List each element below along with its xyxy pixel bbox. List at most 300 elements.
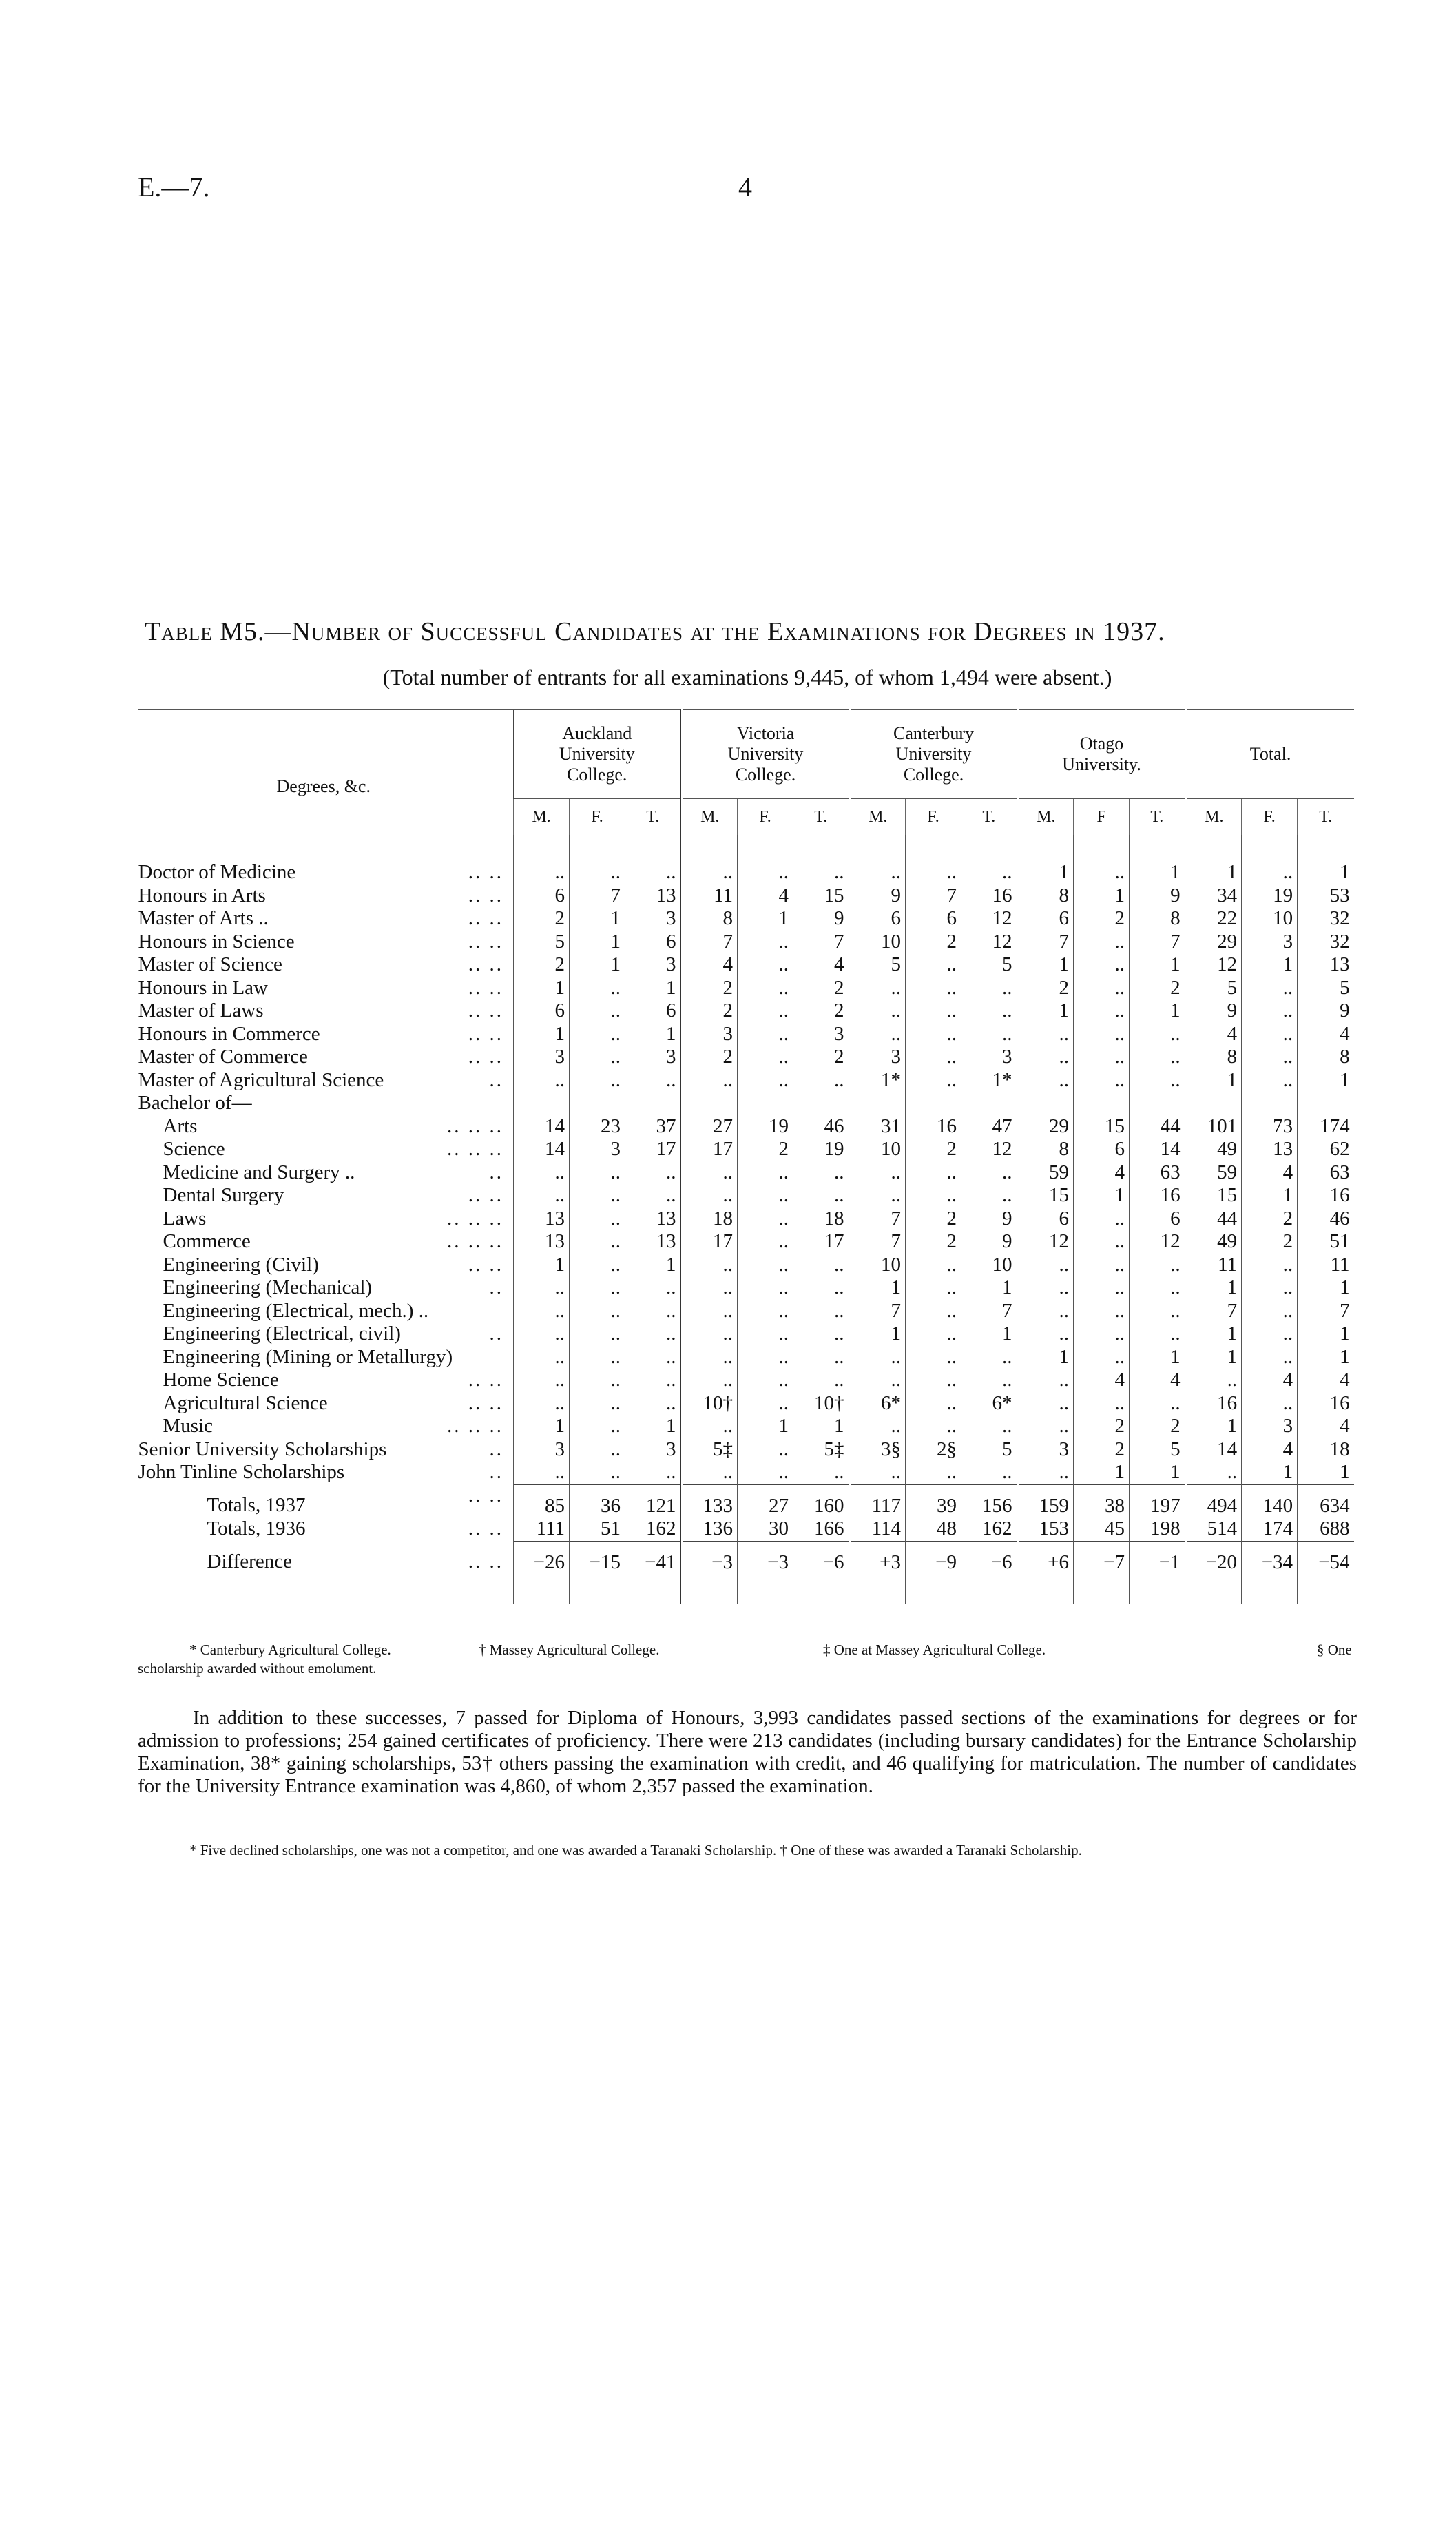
table-cell: .. [1242, 999, 1298, 1023]
table-cell: .. [1074, 1046, 1130, 1069]
table-row [138, 1115, 1354, 1139]
table-cell: .. [514, 1346, 570, 1369]
table-cell: 1* [961, 1069, 1018, 1092]
table-cell: 3 [514, 1438, 570, 1462]
table-cell: 1 [514, 1023, 570, 1046]
row-label [138, 907, 514, 931]
table-cell: 10† [793, 1392, 850, 1416]
footnote-section: § One [1317, 1641, 1352, 1658]
table-cell: 4 [1242, 1161, 1298, 1185]
table-cell: .. [570, 1046, 625, 1069]
table-cell: 23 [570, 1115, 625, 1139]
table-row [138, 1207, 1354, 1231]
table-cell: 5 [850, 953, 906, 977]
table-row [138, 1461, 1354, 1484]
table-cell: 14 [1186, 1438, 1242, 1462]
leader-dots: .. .. [468, 999, 503, 1022]
table-cell: .. [738, 1207, 793, 1231]
spacer-cell [1018, 1583, 1074, 1604]
table-cell: 3 [850, 1046, 906, 1069]
table-cell: 159 [1018, 1484, 1074, 1517]
table-cell: 1 [961, 1323, 1018, 1346]
table-row [138, 931, 1354, 954]
row-label-text: Engineering (Electrical, mech.) .. [163, 1299, 429, 1322]
table-cell: .. [961, 1415, 1018, 1438]
spacer-cell [1186, 835, 1242, 861]
table-cell: 9 [961, 1230, 1018, 1254]
table-cell: 3 [682, 1023, 738, 1046]
table-cell: 47 [961, 1115, 1018, 1139]
table-row [138, 1161, 1354, 1185]
table-cell: .. [625, 1161, 682, 1185]
table-cell: .. [906, 1254, 961, 1277]
table-cell: .. [625, 1276, 682, 1300]
row-label-text: Medicine and Surgery .. [163, 1161, 355, 1183]
table-cell [906, 1092, 961, 1115]
table-cell: 2 [793, 999, 850, 1023]
table-cell: 1 [625, 1415, 682, 1438]
table-cell: .. [738, 1276, 793, 1300]
table-cell: .. [906, 953, 961, 977]
row-label-text: Honours in Science [138, 930, 295, 953]
table-cell: .. [1074, 1392, 1130, 1416]
table-cell: 1 [1298, 1346, 1354, 1369]
leader-dots: .. .. [468, 907, 503, 929]
row-label-text: Master of Agricultural Science [138, 1068, 384, 1091]
leader-dots: .. .. [468, 1391, 503, 1414]
table-cell: 2 [1018, 977, 1074, 1000]
leader-dots: .. .. [468, 1253, 503, 1276]
table-row [138, 1323, 1354, 1346]
table-cell: .. [1242, 1254, 1298, 1277]
sub-header-male: M. [1186, 799, 1242, 836]
table-cell: 8 [1186, 1046, 1242, 1069]
group-header: Total. [1186, 710, 1354, 799]
table-cell: .. [793, 1461, 850, 1484]
table-cell: 1 [625, 1254, 682, 1277]
table-cell: 117 [850, 1484, 906, 1517]
group-header: Canterbury University College. [850, 710, 1018, 799]
sub-header-male: M. [682, 799, 738, 836]
row-label [138, 1438, 514, 1462]
table-cell: 2 [906, 1138, 961, 1161]
table-cell [514, 1092, 570, 1115]
row-label-text: Difference [207, 1551, 292, 1573]
table-cell: 7 [961, 1300, 1018, 1323]
table-cell: .. [514, 1069, 570, 1092]
table-cell: .. [906, 861, 961, 884]
table-cell: 11 [1186, 1254, 1242, 1277]
table-cell: .. [1018, 1323, 1074, 1346]
table-cell: .. [682, 1184, 738, 1207]
sub-header-female: F [1074, 799, 1130, 836]
table-cell: 1 [570, 953, 625, 977]
row-label [138, 1346, 514, 1369]
table-cell: .. [1074, 1069, 1130, 1092]
spacer-cell [514, 1583, 570, 1604]
row-label [138, 1541, 514, 1583]
table-cell: .. [793, 1184, 850, 1207]
table-cell: 16 [961, 884, 1018, 908]
table-cell: 4 [1130, 1369, 1186, 1392]
table-cell: .. [961, 1369, 1018, 1392]
table-cell: 140 [1242, 1484, 1298, 1517]
table-cell: .. [625, 1346, 682, 1369]
table-cell: 4 [682, 953, 738, 977]
leader-dots: .. .. [468, 953, 503, 975]
table-cell [961, 1092, 1018, 1115]
table-cell: 10 [961, 1254, 1018, 1277]
table-cell: 8 [682, 907, 738, 931]
table-cell: 1 [1298, 1323, 1354, 1346]
table-cell: .. [570, 1369, 625, 1392]
table-cell: .. [738, 1392, 793, 1416]
table-cell: .. [906, 977, 961, 1000]
row-label-text: Science [163, 1138, 225, 1160]
row-label-text: Honours in Arts [138, 884, 266, 906]
spacer-cell [793, 1583, 850, 1604]
table-cell: 44 [1186, 1207, 1242, 1231]
table-cell: .. [906, 1300, 961, 1323]
table-cell: 1 [1242, 1184, 1298, 1207]
table-cell: 18 [682, 1207, 738, 1231]
table-cell: 1 [793, 1415, 850, 1438]
table-cell: 19 [793, 1138, 850, 1161]
table-cell: 5 [961, 953, 1018, 977]
table-cell: .. [850, 999, 906, 1023]
row-label-text: Honours in Commerce [138, 1022, 320, 1045]
row-label [138, 861, 514, 884]
row-label [138, 1023, 514, 1046]
table-cell: 4 [1074, 1369, 1130, 1392]
table-cell: .. [1074, 931, 1130, 954]
table-cell: .. [961, 1461, 1018, 1484]
sub-header-male: M. [1018, 799, 1074, 836]
table-cell: 19 [738, 1115, 793, 1139]
table-cell: 1 [1074, 1184, 1130, 1207]
table-cell: 7 [1018, 931, 1074, 954]
spacer-cell [1074, 835, 1130, 861]
leader-dots: .. [489, 1068, 503, 1091]
table-cell: 4 [1298, 1369, 1354, 1392]
table-cell: .. [682, 1300, 738, 1323]
table-cell: .. [738, 1369, 793, 1392]
row-label-text: Commerce [163, 1230, 251, 1252]
table-cell: .. [682, 1323, 738, 1346]
table-cell: 197 [1130, 1484, 1186, 1517]
table-cell: .. [961, 1346, 1018, 1369]
table-cell: .. [738, 1300, 793, 1323]
spacer-cell [1242, 1583, 1298, 1604]
table-cell: 153 [1018, 1517, 1074, 1541]
table-cell: .. [1130, 1392, 1186, 1416]
table-cell: .. [1074, 1023, 1130, 1046]
spacer-cell [682, 1583, 738, 1604]
row-label [138, 1161, 514, 1185]
table-cell: 1 [850, 1323, 906, 1346]
table-row [138, 1230, 1354, 1254]
table-cell: 46 [1298, 1207, 1354, 1231]
table-cell: .. [738, 1046, 793, 1069]
row-label-text: Honours in Law [138, 976, 268, 999]
table-cell: .. [850, 1461, 906, 1484]
table-row [138, 1254, 1354, 1277]
table-cell: 6 [1018, 1207, 1074, 1231]
table-cell: 1 [1186, 1069, 1242, 1092]
sub-header-total: T. [961, 799, 1018, 836]
table-cell: 13 [514, 1230, 570, 1254]
table-cell: 1 [1186, 1346, 1242, 1369]
table-cell: 1 [1186, 1415, 1242, 1438]
sub-header-total: T. [625, 799, 682, 836]
table-cell: .. [682, 1276, 738, 1300]
table-cell [1018, 1092, 1074, 1115]
row-label [138, 1184, 514, 1207]
table-subtitle: (Total number of entrants for all examinations 9,445, of whom 1,494 were absent.) [382, 665, 1112, 689]
table-cell: 198 [1130, 1517, 1186, 1541]
row-label-text: Engineering (Electrical, civil) [163, 1323, 401, 1345]
row-label [138, 1392, 514, 1416]
table-cell: .. [570, 1392, 625, 1416]
table-cell: 7 [1298, 1300, 1354, 1323]
table-cell: −1 [1130, 1541, 1186, 1583]
table-cell: +6 [1018, 1541, 1074, 1583]
table-cell: +3 [850, 1541, 906, 1583]
table-row [138, 1138, 1354, 1161]
table-cell: 1 [1186, 861, 1242, 884]
spacer-cell [1074, 1583, 1130, 1604]
table-cell: 2 [514, 953, 570, 977]
table-cell: .. [682, 1346, 738, 1369]
table-cell: .. [793, 1346, 850, 1369]
leader-dots: .. [489, 1438, 503, 1460]
sub-header-total: T. [793, 799, 850, 836]
row-label [138, 1415, 514, 1438]
table-cell: 34 [1186, 884, 1242, 908]
table-cell [1074, 1092, 1130, 1115]
table-cell: .. [906, 1346, 961, 1369]
table-cell: 13 [625, 1230, 682, 1254]
table-cell: 5‡ [793, 1438, 850, 1462]
table-cell: .. [514, 1184, 570, 1207]
table-cell: 48 [906, 1517, 961, 1541]
row-label [138, 1138, 514, 1161]
spacer-cell [738, 1583, 793, 1604]
table-cell: 1 [1242, 1461, 1298, 1484]
row-label-text: John Tinline Scholarships [138, 1461, 345, 1484]
table-cell: 162 [625, 1517, 682, 1541]
table-cell: .. [570, 1184, 625, 1207]
table-row [138, 884, 1354, 908]
table-cell: 2 [906, 1207, 961, 1231]
table-cell: 5‡ [682, 1438, 738, 1462]
table-cell: .. [1074, 1323, 1130, 1346]
table-cell: 73 [1242, 1115, 1298, 1139]
table-cell [1298, 1092, 1354, 1115]
sub-header-female: F. [738, 799, 793, 836]
table-cell: 634 [1298, 1484, 1354, 1517]
row-label [138, 1046, 514, 1069]
table-cell: 4 [1298, 1415, 1354, 1438]
table-cell: .. [1242, 1392, 1298, 1416]
table-cell: 156 [961, 1484, 1018, 1517]
table-cell: 6* [850, 1392, 906, 1416]
leader-dots: .. [489, 1161, 503, 1183]
table-cell: .. [1018, 1276, 1074, 1300]
spacer-cell [138, 1583, 514, 1604]
spacer-cell [138, 835, 514, 861]
degrees-column-header: Degrees, &c. [138, 710, 514, 836]
table-cell: .. [570, 1276, 625, 1300]
table-cell: 14 [514, 1115, 570, 1139]
table-end-row [138, 1583, 1354, 1604]
table-cell: 5 [514, 931, 570, 954]
table-cell: 38 [1074, 1484, 1130, 1517]
table-cell: .. [1074, 999, 1130, 1023]
table-cell: 166 [793, 1517, 850, 1541]
leader-dots: .. .. .. [447, 1138, 503, 1160]
table-cell: 53 [1298, 884, 1354, 908]
paragraph-footnote: * Five declined scholarships, one was not a competitor, and one was awarded a Taranaki Scholarship. † One of these was awarded a Taranaki Scholarship. [189, 1842, 1082, 1858]
table-cell: .. [625, 1069, 682, 1092]
table-cell: 11 [682, 884, 738, 908]
table-cell [682, 1092, 738, 1115]
table-cell: 85 [514, 1484, 570, 1517]
table-cell: .. [1242, 1046, 1298, 1069]
leader-dots: .. .. [468, 1184, 503, 1206]
table-cell: 1 [1130, 953, 1186, 977]
table-cell: 30 [738, 1517, 793, 1541]
table-cell: 6 [850, 907, 906, 931]
successful-candidates-table [138, 709, 1354, 1604]
table-cell: 4 [1242, 1369, 1298, 1392]
table-cell: .. [961, 861, 1018, 884]
footnote-section-continued: scholarship awarded without emolument. [138, 1660, 377, 1677]
table-cell: .. [1242, 1323, 1298, 1346]
table-cell: 1 [1130, 1461, 1186, 1484]
table-cell: 17 [682, 1138, 738, 1161]
row-label-text: Master of Commerce [138, 1046, 308, 1068]
table-cell: 12 [1186, 953, 1242, 977]
table-cell: −26 [514, 1541, 570, 1583]
table-cell: .. [738, 1461, 793, 1484]
table-cell: 1 [625, 977, 682, 1000]
spacer-cell [1130, 835, 1186, 861]
table-cell: 3 [514, 1046, 570, 1069]
table-cell: 2 [514, 907, 570, 931]
table-cell: 162 [961, 1517, 1018, 1541]
table-title: Table M5.—Number of Successful Candidates at the Examinations for Degrees in 1937. [145, 617, 1165, 646]
table-cell: .. [570, 1323, 625, 1346]
spacer-cell [961, 835, 1018, 861]
table-cell: 7 [850, 1207, 906, 1231]
table-cell: .. [793, 861, 850, 884]
leader-dots: .. [489, 1276, 503, 1298]
table-cell: .. [738, 1230, 793, 1254]
table-cell: 2 [1074, 907, 1130, 931]
table-row [138, 999, 1354, 1023]
spacer-cell [850, 1583, 906, 1604]
table-cell: 114 [850, 1517, 906, 1541]
table-cell: .. [793, 1254, 850, 1277]
row-label [138, 1254, 514, 1277]
table-cell: 15 [793, 884, 850, 908]
row-label [138, 1092, 514, 1115]
table-cell: 2 [682, 1046, 738, 1069]
table-cell: .. [1074, 1207, 1130, 1231]
table-cell: 7 [793, 931, 850, 954]
table-cell: .. [906, 1415, 961, 1438]
table-cell: 2 [793, 1046, 850, 1069]
row-label [138, 931, 514, 954]
leader-dots: .. .. [468, 861, 503, 883]
table-cell: 1 [625, 1023, 682, 1046]
row-label [138, 1207, 514, 1231]
table-cell: .. [1130, 1023, 1186, 1046]
table-cell: −41 [625, 1541, 682, 1583]
leader-dots: .. .. [468, 1046, 503, 1068]
table-cell: 2 [1130, 977, 1186, 1000]
table-cell: 18 [1298, 1438, 1354, 1462]
table-cell: 111 [514, 1517, 570, 1541]
table-cell: 7 [570, 884, 625, 908]
table-cell: .. [1074, 1230, 1130, 1254]
group-header: Auckland University College. [514, 710, 682, 799]
leader-dots: .. .. [468, 976, 503, 999]
table-cell: 32 [1298, 931, 1354, 954]
table-row [138, 1069, 1354, 1092]
table-cell: .. [1018, 1369, 1074, 1392]
table-cell: 9 [961, 1207, 1018, 1231]
table-cell: 10† [682, 1392, 738, 1416]
table-cell: .. [570, 1023, 625, 1046]
table-cell: 2 [682, 977, 738, 1000]
table-cell: 14 [1130, 1138, 1186, 1161]
table-cell: 32 [1298, 907, 1354, 931]
spacer-cell [906, 835, 961, 861]
table-cell: .. [906, 1323, 961, 1346]
table-cell: .. [738, 1023, 793, 1046]
table-cell: .. [682, 1254, 738, 1277]
leader-dots: .. [489, 1323, 503, 1345]
table-cell: .. [514, 1323, 570, 1346]
spacer-cell [1130, 1583, 1186, 1604]
table-row [138, 1276, 1354, 1300]
table-cell: 27 [682, 1115, 738, 1139]
table-cell: 6 [1018, 907, 1074, 931]
table-cell: .. [1074, 977, 1130, 1000]
table-cell: 39 [906, 1484, 961, 1517]
totals-row [138, 1484, 1354, 1517]
table-cell: .. [793, 1369, 850, 1392]
table-cell: 12 [961, 907, 1018, 931]
table-cell: 63 [1130, 1161, 1186, 1185]
table-cell: −34 [1242, 1541, 1298, 1583]
table-cell: .. [682, 1461, 738, 1484]
table-cell: .. [738, 1438, 793, 1462]
table-cell: .. [570, 999, 625, 1023]
table-cell: .. [738, 1069, 793, 1092]
table-cell: .. [1074, 1346, 1130, 1369]
table-cell: .. [1018, 1415, 1074, 1438]
table-cell: 2 [793, 977, 850, 1000]
row-label-text: Laws [163, 1207, 207, 1230]
table-cell: .. [850, 1184, 906, 1207]
leader-dots: .. [489, 1461, 503, 1483]
table-cell: 46 [793, 1115, 850, 1139]
footnote-dagger: † Massey Agricultural College. [479, 1641, 660, 1658]
table-cell: .. [1242, 1069, 1298, 1092]
